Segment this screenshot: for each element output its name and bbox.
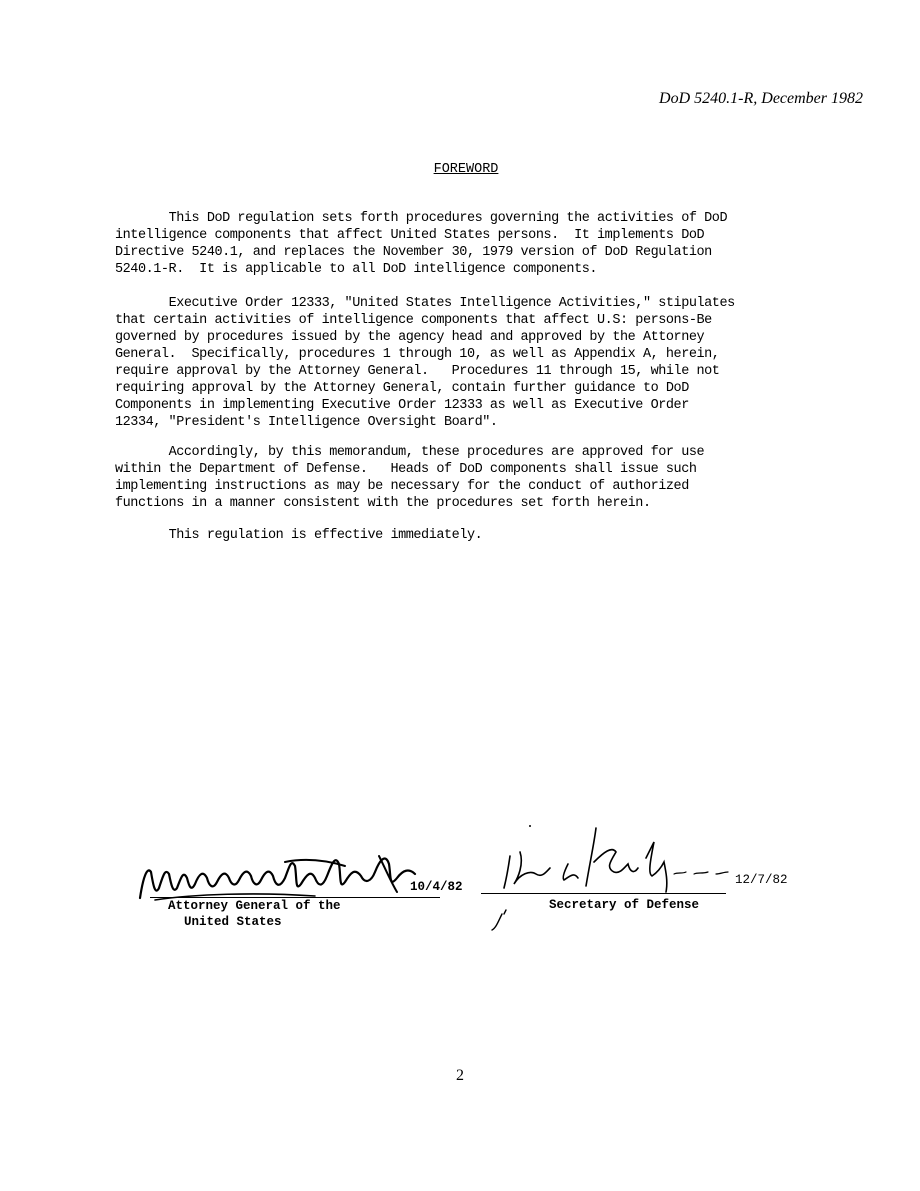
paragraph-1: This DoD regulation sets forth procedures governing the activities of DoD intelligence components that affect United States persons. It implements DoD Directive 5240.1, and replaces the November 30, 1979 version of DoD Regulation 5240.1-R. It is applicable to all DoD intelligence components. xyxy=(115,211,728,277)
secretary-of-defense-signature-date: 12/7/82 xyxy=(735,873,788,887)
document-reference: DoD 5240.1-R, December 1982 xyxy=(659,90,863,107)
secretary-of-defense-signature-image xyxy=(490,822,730,932)
paragraph-2: Executive Order 12333, "United States Intelligence Activities," stipulates that certain activities of intelligence components that affect U.S: persons-Be governed by procedures issued by the agency head and approved by the Attorney General. Specifically, procedures 1 through 10, as well as Appendix A, herein, require approval by the Attorney General. Procedures 11 through 15, while not requiring approval by the Attorney General, contain further guidance to DoD Components in implementing Executive Order 12333 as well as Executive Order 12334, "President's Intelligence Oversight Board". xyxy=(115,296,735,430)
attorney-general-signature-date: 10/4/82 xyxy=(410,880,463,894)
paragraph-4: This regulation is effective immediately. xyxy=(115,528,483,543)
page-title: FOREWORD xyxy=(433,162,499,177)
paragraph-3: Accordingly, by this memorandum, these procedures are approved for use within the Department of Defense. Heads of DoD components shall issue such implementing instructions as may be necessary for the conduct of authorized functions in a manner consistent with the procedures set forth herein. xyxy=(115,445,705,511)
secretary-of-defense-signature-line xyxy=(481,893,726,894)
attorney-general-title-line-1: Attorney General of the xyxy=(168,899,341,913)
page-number: 2 xyxy=(456,1067,464,1084)
attorney-general-title-line-2: United States xyxy=(184,915,282,929)
secretary-of-defense-title: Secretary of Defense xyxy=(549,898,700,912)
